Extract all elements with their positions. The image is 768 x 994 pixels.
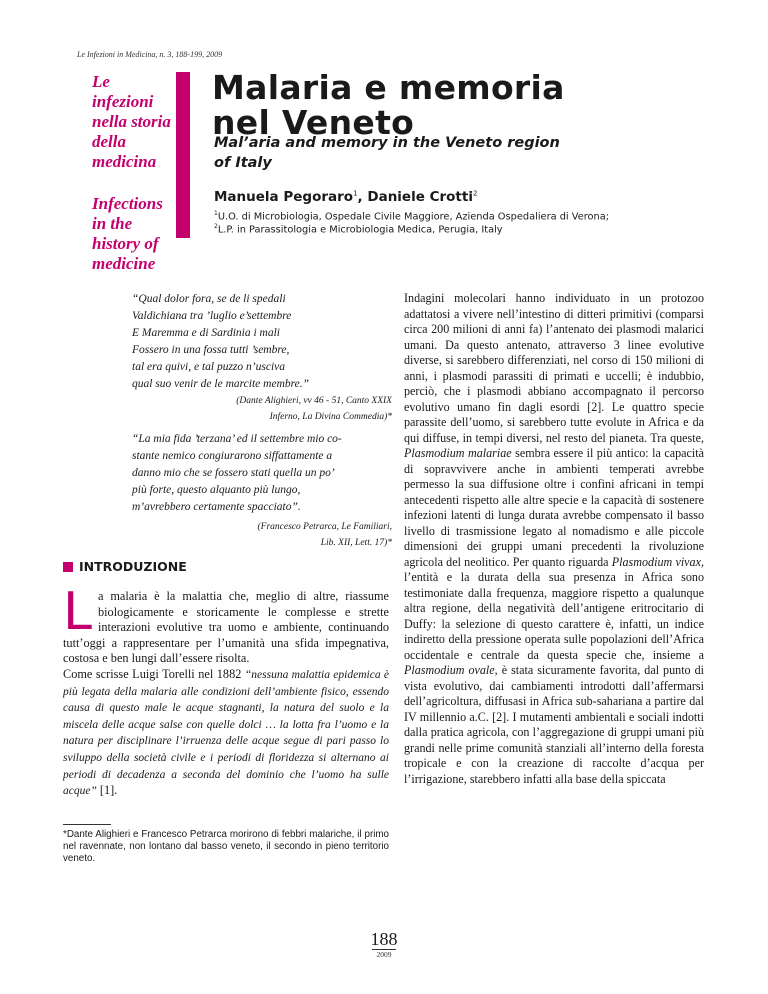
epigraph-citation: Inferno, La Divina Commedia)*: [269, 412, 392, 422]
affiliation: [214, 210, 734, 222]
intro-paragraph: a malaria è la malattia che, meglio di altre, riassume biologicamente e storicamente le complesse e strette interazioni evolutive tra uomo e ambiente, continuando tutt’oggi a rappresentare per l’umanità una sfida impegnativa, costosa e ben lungi dall’essere risolta.: [63, 589, 389, 666]
affiliation-number: 1: [214, 210, 218, 217]
page-year: 2009: [376, 950, 392, 959]
accent-bar: [176, 72, 190, 238]
species-name: Plasmodium malariae: [404, 446, 512, 460]
author-affiliation-mark: 1: [353, 189, 358, 198]
article-subtitle-line2: of Italy: [214, 155, 272, 171]
body-text: , è stata sicuramente favorita, dal punto di vista evolutivo, dai cambiamenti introdotti dall’affermarsi dell’agricoltura, diffusasi in Africa sub-sahariana a partire dal IV millennio a.C. [2]. I mutamenti ambientali e sociali indotti dalla pratica agricola, con l’aggregazione di gruppi umani più grandi nelle prime comunità stanziali all’interno della foresta tropicale e con la creazione di raccolte d’acqua per l’irrigazione, starebbero infatti alla base della spiccata: [404, 663, 705, 786]
article-title-line1: Malaria e memoria: [212, 68, 565, 107]
section-label-italian: Le infezioni nella storia della medicina: [92, 72, 171, 171]
journal-citation: Le Infezioni in Medicina, n. 3, 188-199, 2009: [77, 50, 223, 59]
intro-paragraph-lead: Come scrisse Luigi Torelli nel 1882: [63, 666, 245, 681]
epigraph-line: Fossero in una fossa tutti ’sembre,: [132, 344, 290, 356]
epigraph-line: tal era quivi, e tal puzzo n’usciva: [132, 361, 285, 373]
article-title: [212, 70, 732, 140]
page-number: 188: [370, 929, 398, 949]
author-list: [214, 189, 477, 205]
author-separator: ,: [357, 189, 368, 205]
epigraph-citation: Lib. XII, Lett. 17)*: [320, 538, 392, 548]
species-name: Plasmodium vivax: [611, 554, 701, 569]
epigraph-line: “La mia fida ’terzana’ ed il settembre mio co-: [132, 433, 342, 445]
body-text: sembra essere il più antico: la capacità di sopravvivere anche in ambienti temperati avrebbe permesso la sua diffusione oltre i confini africani in tempi antecedenti rispetto alle altre specie e la capacità di sostenere infezioni latenti di lunga durata avrebbe compensato il basso livello di trasmissione legato al nomadismo e alle piccole dimensioni dei gruppi umani precedenti la rivoluzione agricola del neolitico. Per quanto riguarda: [404, 446, 704, 569]
affiliation-text: L.P. in Parassitologia e Microbiologia Medica, Perugia, Italy: [217, 224, 503, 236]
affiliation: [214, 223, 734, 235]
affiliation-text: U.O. di Microbiologia, Ospedale Civile Maggiore, Azienda Ospedaliera di Verona;: [217, 211, 610, 223]
author-affiliation-mark: 2: [472, 189, 478, 198]
article-subtitle: [214, 133, 734, 173]
section-label-english: Infections in the history of medicine: [92, 194, 163, 273]
epigraph-citation: (Francesco Petrarca, Le Familiari,: [257, 522, 392, 532]
epigraph-line: stante nemico congiurarono siffattamente a: [132, 450, 333, 462]
article-title-line2: nel Veneto: [212, 103, 415, 142]
footnote: *Dante Alighieri e Francesco Petrarca morirono di febbri malariche, il primo nel ravennate, non lontano dal basso veneto, il secondo in pieno territorio veneto.: [63, 829, 389, 864]
square-bullet-icon: [63, 562, 73, 572]
article-subtitle-line1: Mal’aria and memory in the Veneto region: [214, 135, 560, 151]
affiliation-number: 2: [214, 223, 218, 230]
epigraph-line: E Maremma e di Sardinia i mali: [132, 327, 280, 339]
torelli-quote: “nessuna malattia epidemica è più legata della malaria alle condizioni dell’ambiente fisico, essendo causa di questo male le acque stagnanti, la natura del suolo e la miscela delle acque salse con quelle dolci … la lotta fra l’uomo e la natura per disciplinare l’irruenza delle acque segue di pari passo lo sviluppo della società civile e i periodi di floridezza si alternano ai periodi di decadenza a seconda del dominio che l’uomo ha sulle acque”: [63, 668, 389, 798]
epigraph-line: qual suo venir de le marcite membre.”: [132, 378, 310, 390]
right-column-body: [404, 291, 704, 787]
species-name: Plasmodium ovale: [404, 663, 495, 677]
section-label: [92, 72, 172, 274]
epigraph-line: più forte, questo alquanto più lungo,: [132, 484, 301, 496]
drop-cap: L: [63, 582, 92, 642]
body-text: , l’entità e la durata della sua presenza in Africa sono testimoniate dalla frequenza, maggiore rispetto a qualunque altra regione, della negatività dell’antigene eritrocitario di Duffy: la selezione di questo carattere è, infatti, un indice indiretto della pressione operata sulle popolazioni dell’Africa occidentale e centrale da questa specie che, insieme a: [404, 554, 704, 662]
epigraph-line: “Qual dolor fora, se de li spedali: [132, 293, 286, 305]
author-name: Manuela Pegoraro: [214, 189, 354, 205]
author-name: Daniele Crotti: [367, 189, 473, 205]
intro-body: [63, 582, 389, 800]
reference-mark: [1].: [96, 783, 118, 798]
epigraph-citation: (Dante Alighieri, vv 46 - 51, Canto XXIX: [236, 396, 392, 406]
body-text: Indagini molecolari hanno individuato in un protozoo adattatosi a vivere nell’intestino di ditteri primitivi (comparsi circa 200 milioni di anni fa) l’antenato dei plasmodi malarici umani. Da questo antenato, attraverso 3 linee evolutive diverse, si sarebbero differenziati, nel corso di 150 milioni di anni, i plasmodi parassiti di primati e uccelli; è indubbio, perciò, che i plasmodi abbiano accompagnato il percorso evolutivo umano fin dagli esordi [2]. Le quattro specie parassite dell’uomo, si sarebbero tutte evolute in Africa e da qui diffuse, in tempi diversi, nel resto del pianeta. Tra queste,: [404, 291, 704, 445]
epigraph-line: danno mio che se fossero stati quella un po’: [132, 467, 335, 479]
epigraph-line: Valdichiana tra ’luglio e’settembre: [132, 310, 292, 322]
epigraph-line: m’avrebbero certamente spacciato”.: [132, 501, 301, 513]
epigraph-dante: [132, 291, 392, 425]
footnote-divider: [63, 824, 111, 825]
section-heading: [63, 559, 187, 574]
epigraph-petrarca: [132, 431, 392, 551]
section-heading-text: INTRODUZIONE: [79, 559, 187, 574]
